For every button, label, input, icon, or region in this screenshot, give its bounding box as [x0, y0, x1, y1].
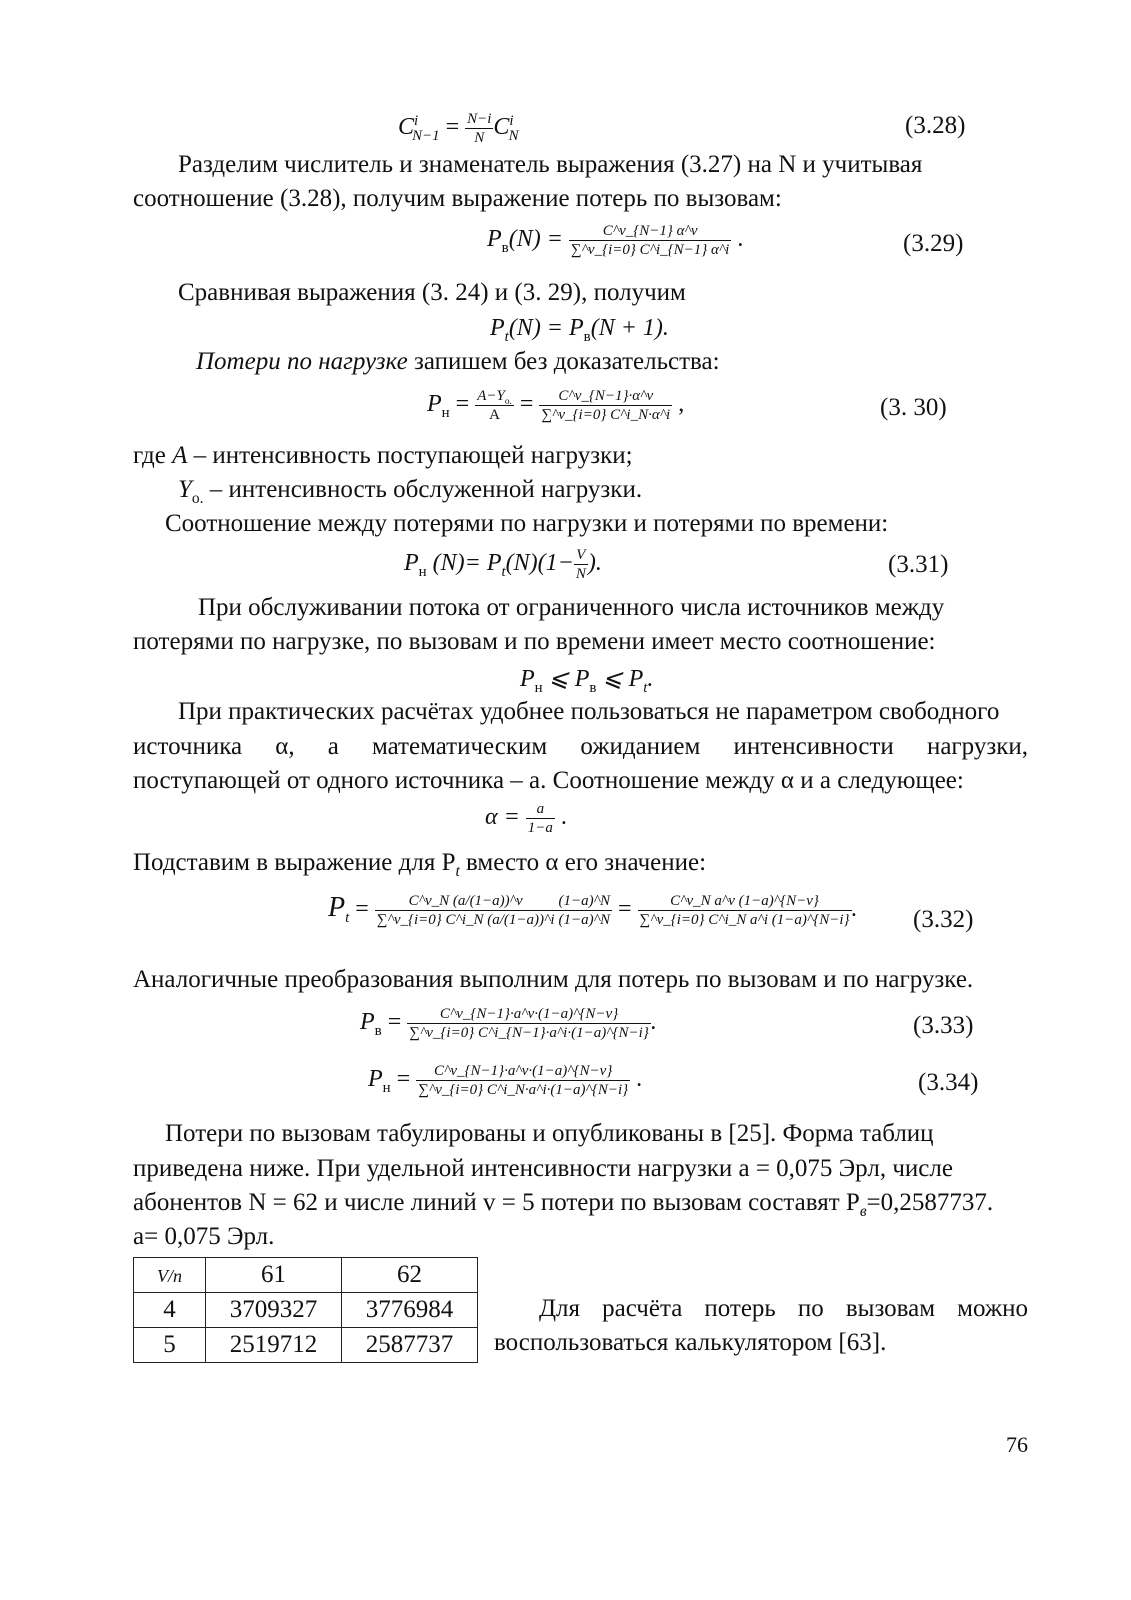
paragraph-line: Подставим в выражение для $P_t$ вместо α его значение:: [133, 849, 707, 880]
equation-3-28: $C^i_{N-1}$ = $\frac{N-i}{N}$ $C^i_N$: [398, 111, 519, 146]
paragraph-line: Сравнивая выражения (3. 24) и (3. 29), получим: [178, 279, 686, 306]
equation-3-30: $P_н$ = $\frac{A-Y_{o.}}{A}$ = $\frac{C\^{}v\_\{N-1\}\cdot\alpha\^{}v}{\sum\^{}v\_\{i=0\} C\^{}i\_N\cdot\alpha\^{}i}$ ,: [427, 388, 685, 423]
paragraph-line: Потери по вызовам табулированы и опубликованы в [25]. Форма таблиц: [165, 1120, 934, 1147]
equation-number: (3.34): [918, 1069, 979, 1096]
equation-inequality: $P_н$ ⩽ $P_в$ ⩽ $P_t$.: [520, 666, 654, 696]
loss-table: [133, 1257, 478, 1363]
equation-number: (3.28): [905, 112, 966, 139]
table-header-cell: 62: [342, 1258, 478, 1293]
table-cell: 2519712: [206, 1328, 342, 1363]
equation-3-33: $P_в$ = $\frac{C\^{}v\_\{N-1\}\cdot a\^{}v\cdot(1-a)\^{}\{N-v\}}{\sum\^{}v\_\{i=0\} C\^{}i\_\{N-1\}\cdot a\^{}i\cdot(1-a)\^{}\{N-i\}}$ .: [360, 1006, 657, 1041]
equation-number: (3.32): [913, 906, 974, 933]
table-cell: 3776984: [342, 1293, 478, 1328]
side-text-line: воспользоваться калькулятором [63].: [494, 1329, 887, 1356]
table-row: [134, 1328, 478, 1363]
equation-alpha: α = $\frac{a}{1-a}$ .: [485, 801, 567, 836]
equation-3-31: $P_н$ $(N)= P_t(N)(1-$ $\frac{V}{N}$ ).: [404, 547, 602, 582]
paragraph-line: поступающей от одного источника – a. Соотношение между α и a следующее:: [133, 767, 964, 794]
side-text-line: Для расчёта потерь по вызовам можно: [539, 1295, 1028, 1322]
equation-number: (3.29): [903, 230, 964, 257]
equation-3-32: $P_t$ = $\frac{C\^{}v\_N (a/(1-a))\^{}v}{\sum\^{}v\_\{i=0\} C\^{}i\_N (a/(1-a))\^{}i}$ $\frac{(1-a)\^{}N}{(1-a)\^{}N}$ = $\frac{\text{C\textasciicircum{}v\_N a\textasciicircum{}v (1−a)\textasciicircum{}\{N−v\}}}{\text{∑\textasciicircum{}v\_\{i=0\} C\textasciicircum{}i\_N a\textasciicircum{}i (1−a)\textasciicircum{}\{N−i\}}}$ .: [328, 892, 858, 928]
paragraph-line: $Y_{o.}$ – интенсивность обслуженной нагрузки.: [178, 476, 643, 507]
equation-pt: $P_t(N) = P_в(N + 1)$.: [490, 315, 669, 345]
paragraph-line: При практических расчётах удобнее пользоваться не параметром свободного: [178, 698, 1000, 725]
equation-number: (3. 30): [880, 394, 947, 421]
table-header-row: [134, 1258, 478, 1293]
table-cell: 5: [134, 1328, 206, 1363]
paragraph-line: Аналогичные преобразования выполним для потерь по вызовам и по нагрузке.: [133, 966, 974, 993]
paragraph-line: При обслуживании потока от ограниченного числа источников между: [198, 594, 945, 621]
paragraph-line: a= 0,075 Эрл.: [133, 1223, 275, 1250]
equation-3-29: $P_в(N)$ = $\frac{C\^{}v\_\{N-1\} \alpha\^{}v}{\sum\^{}v\_\{i=0\} C\^{}i\_\{N-1\} \alpha\^{}i}$ .: [487, 223, 744, 258]
paragraph-line: Потери по нагрузке запишем без доказательства:: [196, 348, 720, 375]
paragraph-line: приведена ниже. При удельной интенсивности нагрузки a = 0,075 Эрл, числе: [133, 1155, 953, 1182]
table-cell: 2587737: [342, 1328, 478, 1363]
page-number: 76: [1006, 1432, 1028, 1457]
equation-number: (3.31): [888, 551, 949, 578]
paragraph-line: соотношение (3.28), получим выражение потерь по вызовам:: [133, 185, 782, 212]
paragraph-line: источника α, а математическим ожиданием интенсивности нагрузки,: [133, 733, 1028, 760]
table-row: [134, 1293, 478, 1328]
paragraph-line: Разделим числитель и знаменатель выражения (3.27) на N и учитывая: [178, 151, 923, 178]
equation-3-34: $P_н$ = $\frac{C\^{}v\_\{N-1\}\cdot a\^{}v\cdot(1-a)\^{}\{N-v\}}{\sum\^{}v\_\{i=0\} C\^{}i\_N\cdot a\^{}i\cdot(1-a)\^{}\{N-i\}}$ .: [368, 1063, 643, 1098]
table-cell: 3709327: [206, 1293, 342, 1328]
table-header-cell: 61: [206, 1258, 342, 1293]
table-header-cell: V/n: [134, 1258, 206, 1293]
table-cell: 4: [134, 1293, 206, 1328]
paragraph-line: абонентов N = 62 и числе линий v = 5 потери по вызовам составят $P_в=0,2587737$.: [133, 1189, 994, 1220]
paragraph-line: потерями по нагрузке, по вызовам и по времени имеет место соотношение:: [133, 628, 936, 655]
paragraph-line: где A – интенсивность поступающей нагрузки;: [133, 442, 633, 469]
paragraph-line: Соотношение между потерями по нагрузки и потерями по времени:: [165, 510, 889, 537]
equation-number: (3.33): [913, 1012, 974, 1039]
